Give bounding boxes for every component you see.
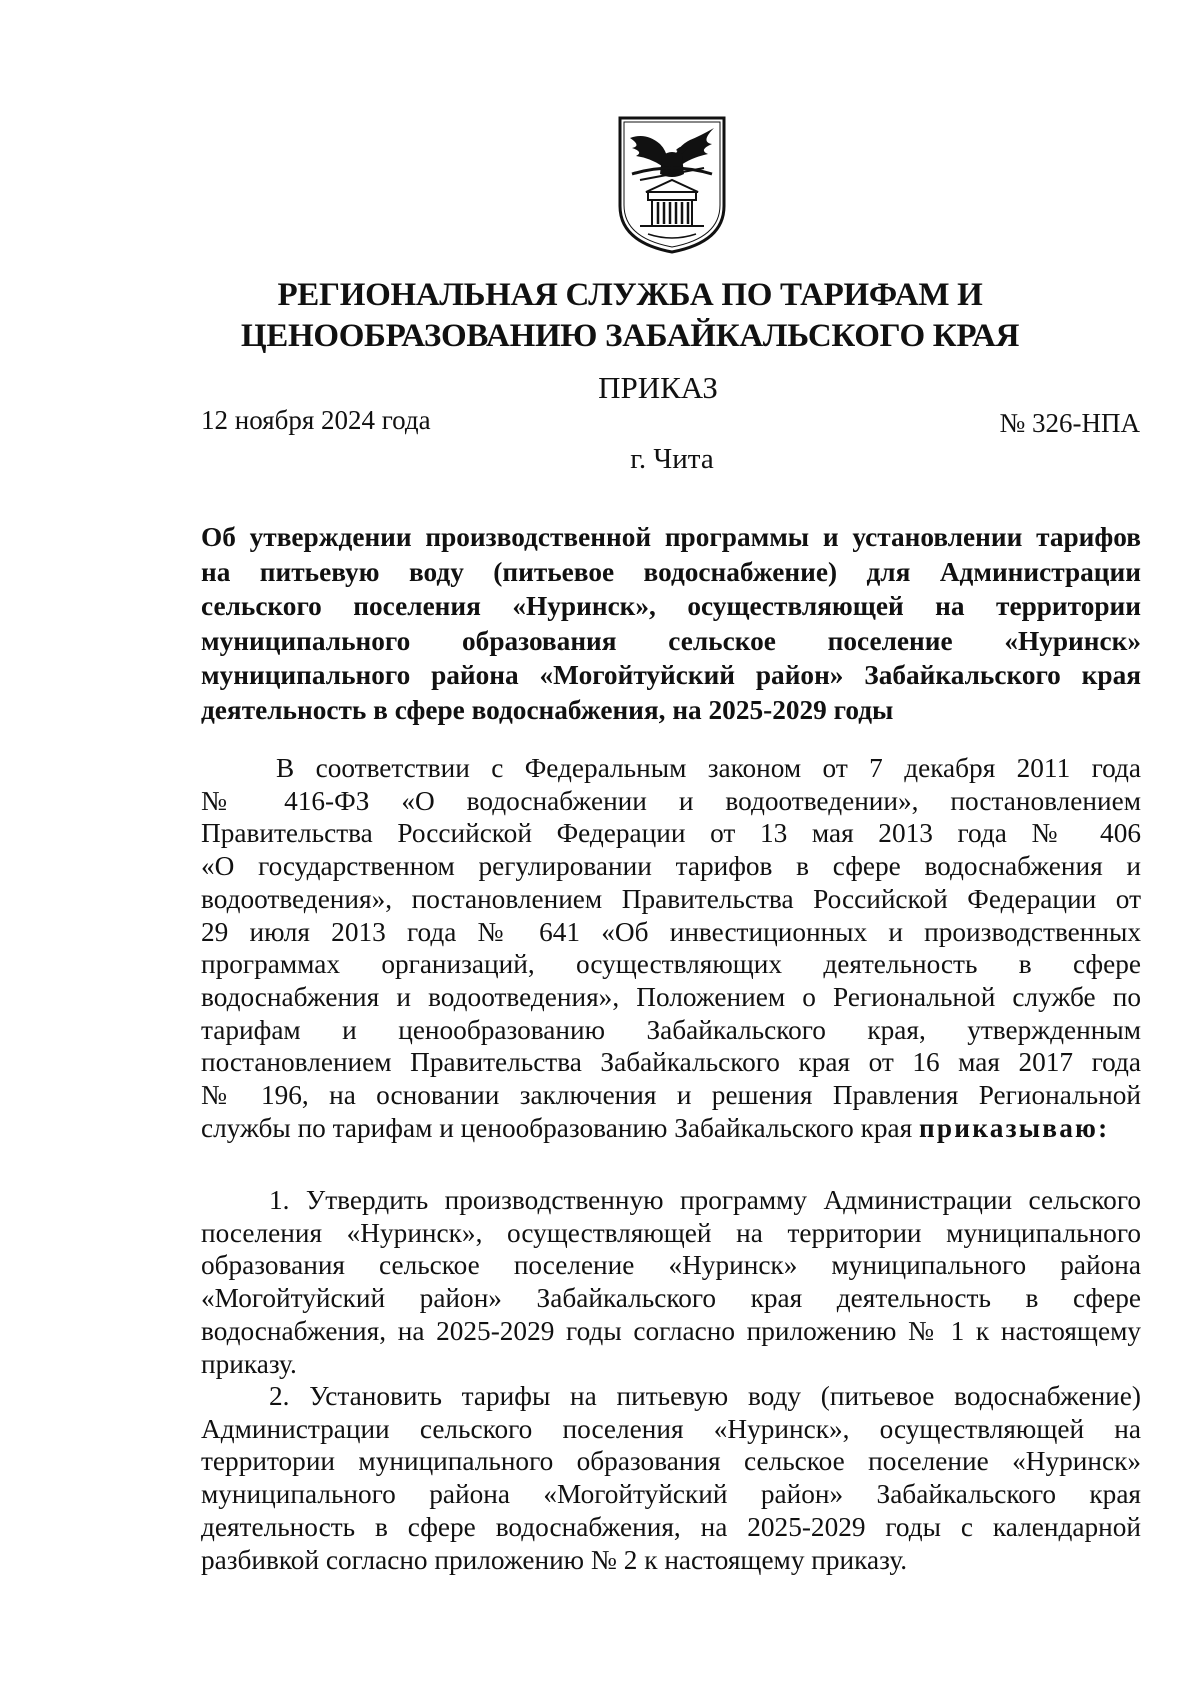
title-line: деятельность в сфере водоснабжения, на 2025-2029 годы [201, 694, 894, 725]
document-number: № 326-НПА [999, 408, 1140, 438]
document-date: 12 ноября 2024 года [201, 405, 431, 435]
paragraph-line: образования сельское поселение «Нуринск» муниципального района [201, 1250, 1141, 1281]
document-title [201, 520, 1141, 727]
paragraph-line: деятельность в сфере водоснабжения, на 2025-2029 годы с календарной [201, 1511, 1141, 1542]
coat-of-arms-icon [616, 114, 728, 256]
document-type: ПРИКАЗ [598, 370, 718, 405]
paragraph-line: приказу. [201, 1348, 297, 1379]
paragraph-line: Администрации сельского поселения «Нуринск», осуществляющей на [201, 1413, 1141, 1444]
title-line: сельского поселения «Нуринск», осуществляющей на территории [201, 591, 1141, 621]
paragraph-line: территории муниципального образования сельское поселение «Нуринск» [201, 1446, 1141, 1477]
paragraph-line: поселения «Нуринск», осуществляющей на территории муниципального [201, 1217, 1141, 1248]
agency-name-line-1: РЕГИОНАЛЬНАЯ СЛУЖБА ПО ТАРИФАМ И [277, 277, 983, 313]
paragraph-line: 2. Установить тарифы на питьевую воду (питьевое водоснабжение) [269, 1381, 1141, 1411]
paragraph-line: «О государственном регулировании тарифов в сфере водоснабжения и [201, 851, 1141, 882]
paragraph-line: водоснабжения и водоотведения», Положением о Региональной службе по [201, 981, 1141, 1012]
title-line: муниципального района «Могойтуйский район» Забайкальского края [201, 660, 1141, 690]
paragraph-line: разбивкой согласно приложению № 2 к настоящему приказу. [201, 1544, 908, 1575]
paragraph-line: № 196, на основании заключения и решения Правления Региональной [201, 1080, 1141, 1111]
title-line: Об утверждении производственной программы и установлении тарифов [201, 522, 1141, 552]
paragraph-line: водоснабжения, на 2025-2029 годы согласно приложению № 1 к настоящему [201, 1315, 1141, 1346]
paragraph-line: «Могойтуйский район» Забайкальского края деятельность в сфере [201, 1283, 1141, 1314]
paragraph-line: постановлением Правительства Забайкальского края от 16 мая 2017 года [201, 1047, 1141, 1078]
paragraph-line: 1. Утвердить производственную программу Администрации сельского [269, 1185, 1141, 1215]
agency-name-line-2: ЦЕНООБРАЗОВАНИЮ ЗАБАЙКАЛЬСКОГО КРАЯ [240, 318, 1020, 354]
paragraph-text: службы по тарифам и ценообразованию Забайкальского края [201, 1112, 913, 1143]
paragraph-line: программах организаций, осуществляющих деятельность в сфере [201, 949, 1141, 980]
order-keyword: приказываю: [918, 1112, 1110, 1143]
paragraph-line: тарифам и ценообразованию Забайкальского края, утвержденным [201, 1014, 1141, 1045]
paragraph-line: В соответствии с Федеральным законом от 7 декабря 2011 года [276, 753, 1141, 783]
order-item-1 [201, 1184, 1141, 1380]
document-city: г. Чита [630, 443, 714, 475]
paragraph-line: № 416-ФЗ «О водоснабжении и водоотведении», постановлением [201, 785, 1141, 816]
paragraph-line: муниципального района «Могойтуйский район» Забайкальского края [201, 1479, 1141, 1510]
title-line: муниципального образования сельское поселение «Нуринск» [201, 625, 1141, 656]
order-item-2 [201, 1380, 1141, 1576]
paragraph-line-final [201, 1112, 1141, 1145]
title-line: на питьевую воду (питьевое водоснабжение) для Администрации [201, 556, 1141, 587]
preamble-paragraph [201, 752, 1141, 1144]
paragraph-line: водоотведения», постановлением Правительства Российской Федерации от [201, 883, 1141, 914]
paragraph-line: 29 июля 2013 года № 641 «Об инвестиционных и производственных [201, 916, 1141, 947]
paragraph-line: Правительства Российской Федерации от 13 мая 2013 года № 406 [201, 818, 1141, 849]
